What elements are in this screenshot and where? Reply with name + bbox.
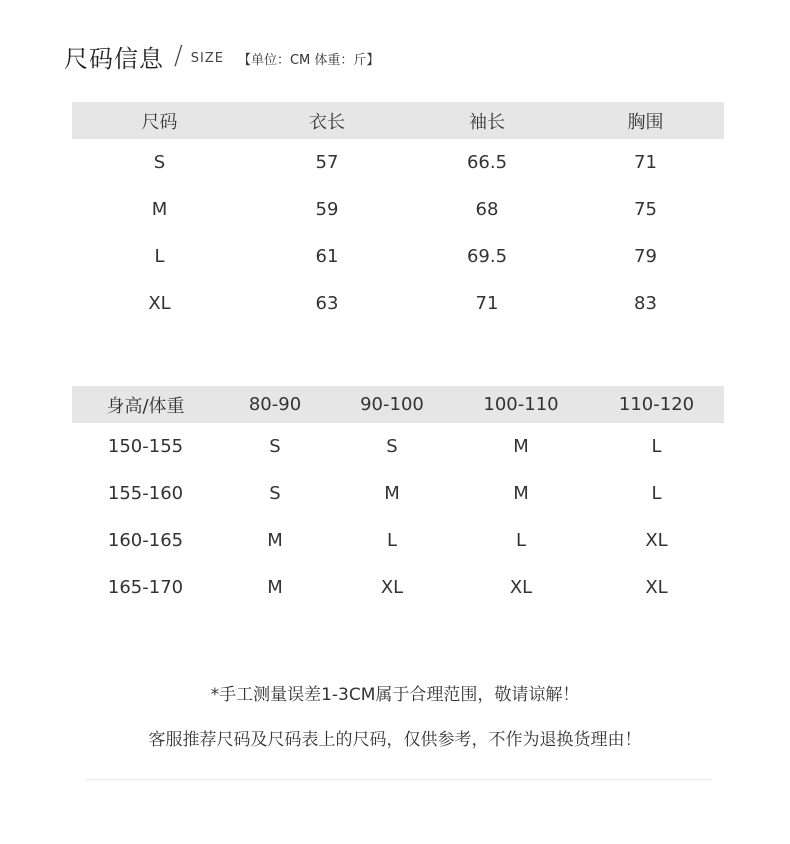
table-row <box>72 139 724 186</box>
column-header: 袖长 <box>407 102 567 139</box>
table-cell: L <box>651 483 662 504</box>
column-header: 80-90 <box>219 386 331 423</box>
table-row <box>72 233 724 280</box>
table-cell: XL <box>148 293 171 314</box>
table-row <box>72 280 724 327</box>
table-cell: 59 <box>315 199 339 220</box>
table-cell: 71 <box>475 293 499 314</box>
table-cell: L <box>515 530 527 551</box>
table-cell: 71 <box>634 152 657 173</box>
column-header: 110-120 <box>589 386 724 423</box>
column-header: 100-110 <box>453 386 589 423</box>
unit-note: 【单位：CM 体重：斤】 <box>237 52 380 68</box>
size-label: SIZE <box>190 50 224 66</box>
column-header: 90-100 <box>331 386 453 423</box>
table-cell: 150-155 <box>107 436 184 457</box>
table-cell: M <box>384 483 400 504</box>
table-cell: 160-165 <box>107 530 184 551</box>
title-separator: / <box>174 41 183 71</box>
table-cell: 68 <box>475 199 499 220</box>
section-title: 尺码信息 <box>64 44 164 73</box>
table-cell: 66.5 <box>466 152 508 173</box>
table-cell: M <box>267 577 283 598</box>
table-cell: 69.5 <box>466 246 508 267</box>
table-cell: XL <box>509 577 533 598</box>
table-cell: XL <box>645 577 668 598</box>
table-row <box>72 564 724 611</box>
table-cell: M <box>513 436 529 457</box>
table-cell: 63 <box>315 293 339 314</box>
column-header: 尺码 <box>72 102 247 139</box>
table-cell: XL <box>645 530 668 551</box>
size-measurement-table <box>72 102 724 327</box>
table-cell: S <box>386 436 398 457</box>
table-cell: 83 <box>634 293 657 314</box>
table-cell: 79 <box>634 246 657 267</box>
table-cell: S <box>269 436 281 457</box>
recommendation-disclaimer: 客服推荐尺码及尺码表上的尺码，仅供参考，不作为退换货理由！ <box>148 730 642 750</box>
table-row <box>72 186 724 233</box>
table-cell: L <box>651 436 662 457</box>
table-header-row <box>72 102 724 139</box>
table-cell: 155-160 <box>107 483 184 504</box>
table-row <box>72 423 724 470</box>
bottom-divider <box>86 779 712 780</box>
table-cell: M <box>267 530 283 551</box>
table-cell: 61 <box>315 246 339 267</box>
table-cell: M <box>513 483 529 504</box>
table-cell: XL <box>380 577 404 598</box>
table-cell: 165-170 <box>107 577 184 598</box>
table-row <box>72 470 724 517</box>
measurement-error-note: *手工测量误差1-3CM属于合理范围，敬请谅解！ <box>210 685 580 705</box>
column-header: 身高/体重 <box>72 386 219 423</box>
table-cell: L <box>386 530 398 551</box>
table-cell: S <box>269 483 281 504</box>
table-cell: 75 <box>634 199 657 220</box>
table-row <box>72 517 724 564</box>
table-cell: L <box>154 246 165 267</box>
table-header-row <box>72 386 724 423</box>
column-header: 衣长 <box>247 102 407 139</box>
table-cell: 57 <box>315 152 339 173</box>
table-cell: S <box>153 152 166 173</box>
section-header <box>64 38 379 74</box>
table-cell: M <box>151 199 168 220</box>
height-weight-fit-table <box>72 386 724 611</box>
column-header: 胸围 <box>567 102 724 139</box>
